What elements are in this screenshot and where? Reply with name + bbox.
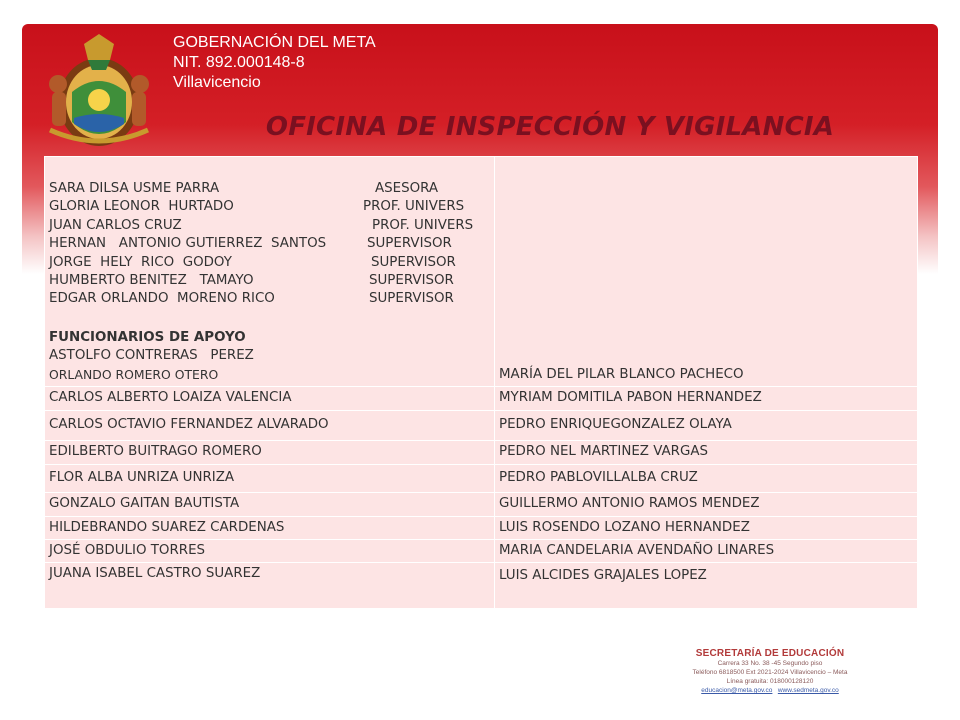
staff-role: SUPERVISOR bbox=[369, 272, 454, 288]
table-row bbox=[45, 517, 918, 540]
table-row bbox=[45, 493, 918, 517]
staff-cell: LUIS ALCIDES GRAJALES LOPEZ bbox=[495, 563, 918, 609]
nit-number: NIT. 892.000148-8 bbox=[173, 54, 305, 71]
staff-cell: JUANA ISABEL CASTRO SUAREZ bbox=[45, 563, 495, 609]
staff-list bbox=[49, 180, 490, 309]
staff-cell: LUIS ROSENDO LOZANO HERNANDEZ bbox=[495, 517, 918, 540]
staff-member bbox=[49, 254, 490, 272]
staff-role: SUPERVISOR bbox=[367, 236, 452, 252]
footer-contact bbox=[660, 648, 880, 695]
footer-phone: Teléfono 6818500 Ext 2021-2024 Villavicencio – Meta bbox=[692, 669, 848, 676]
staff-cell: PEDRO NEL MARTINEZ VARGAS bbox=[495, 441, 918, 465]
footer-links bbox=[660, 686, 880, 695]
staff-role: SUPERVISOR bbox=[369, 291, 454, 307]
staff-name: HUMBERTO BENITEZ TAMAYO bbox=[49, 272, 254, 288]
staff-cell: GUILLERMO ANTONIO RAMOS MENDEZ bbox=[495, 493, 918, 517]
staff-cell: HILDEBRANDO SUAREZ CARDENAS bbox=[45, 517, 495, 540]
footer-address: Carrera 33 No. 38 -45 Segundo piso bbox=[717, 660, 823, 667]
email-link[interactable]: educacion@meta.gov.co bbox=[701, 687, 773, 694]
staff-name: HERNAN ANTONIO GUTIERREZ SANTOS bbox=[49, 236, 327, 252]
footer-heading: SECRETARÍA DE EDUCACIÓN bbox=[695, 648, 845, 659]
staff-cell: MYRIAM DOMITILA PABON HERNANDEZ bbox=[495, 387, 918, 411]
staff-member bbox=[49, 290, 490, 308]
staff-name: JORGE HELY RICO GODOY bbox=[49, 254, 232, 270]
staff-table bbox=[44, 156, 918, 609]
city-name: Villavicencio bbox=[173, 74, 261, 91]
staff-cell: FLOR ALBA UNRIZA UNRIZA bbox=[45, 465, 495, 493]
support-member: ORLANDO ROMERO OTERO bbox=[49, 366, 219, 382]
table-row bbox=[45, 563, 918, 609]
table-row bbox=[45, 411, 918, 441]
org-name: GOBERNACIÓN DEL META bbox=[173, 34, 376, 51]
staff-role: PROF. UNIVERS bbox=[363, 199, 465, 215]
staff-name: SARA DILSA USME PARRA bbox=[49, 180, 220, 196]
staff-name: JUAN CARLOS CRUZ bbox=[49, 217, 182, 233]
header-info bbox=[173, 33, 376, 93]
table-row bbox=[45, 387, 918, 411]
staff-member bbox=[49, 272, 490, 290]
staff-cell: PEDRO PABLOVILLALBA CRUZ bbox=[495, 465, 918, 493]
table-row bbox=[45, 441, 918, 465]
support-member: MARÍA DEL PILAR BLANCO PACHECO bbox=[499, 366, 744, 382]
table-row bbox=[45, 540, 918, 563]
website-link[interactable]: www.sedmeta.gov.co bbox=[777, 687, 839, 694]
staff-role: PROF. UNIVERS bbox=[372, 217, 474, 233]
support-member: ASTOLFO CONTRERAS PEREZ bbox=[49, 348, 254, 364]
staff-name: GLORIA LEONOR HURTADO bbox=[49, 199, 234, 215]
staff-role: ASESORA bbox=[375, 180, 439, 196]
staff-cell: MARIA CANDELARIA AVENDAÑO LINARES bbox=[495, 540, 918, 563]
staff-member bbox=[49, 198, 490, 216]
footer-hotline: Línea gratuita: 018000128120 bbox=[726, 678, 814, 685]
staff-name: EDGAR ORLANDO MORENO RICO bbox=[49, 291, 275, 307]
staff-member bbox=[49, 217, 490, 235]
table-row bbox=[45, 157, 918, 387]
staff-cell: CARLOS OCTAVIO FERNANDEZ ALVARADO bbox=[45, 411, 495, 441]
staff-cell: JOSÉ OBDULIO TORRES bbox=[45, 540, 495, 563]
staff-block-cell bbox=[45, 157, 495, 387]
support-right-cell bbox=[495, 157, 918, 387]
staff-member bbox=[49, 235, 490, 253]
staff-cell: CARLOS ALBERTO LOAIZA VALENCIA bbox=[45, 387, 495, 411]
staff-member bbox=[49, 180, 490, 198]
staff-cell: GONZALO GAITAN BAUTISTA bbox=[45, 493, 495, 517]
page-title: OFICINA DE INSPECCIÓN Y VIGILANCIA bbox=[265, 112, 835, 142]
staff-role: SUPERVISOR bbox=[371, 254, 456, 270]
support-heading: FUNCIONARIOS DE APOYO bbox=[49, 329, 246, 345]
staff-cell: EDILBERTO BUITRAGO ROMERO bbox=[45, 441, 495, 465]
staff-cell: PEDRO ENRIQUEGONZALEZ OLAYA bbox=[495, 411, 918, 441]
table-row bbox=[45, 465, 918, 493]
